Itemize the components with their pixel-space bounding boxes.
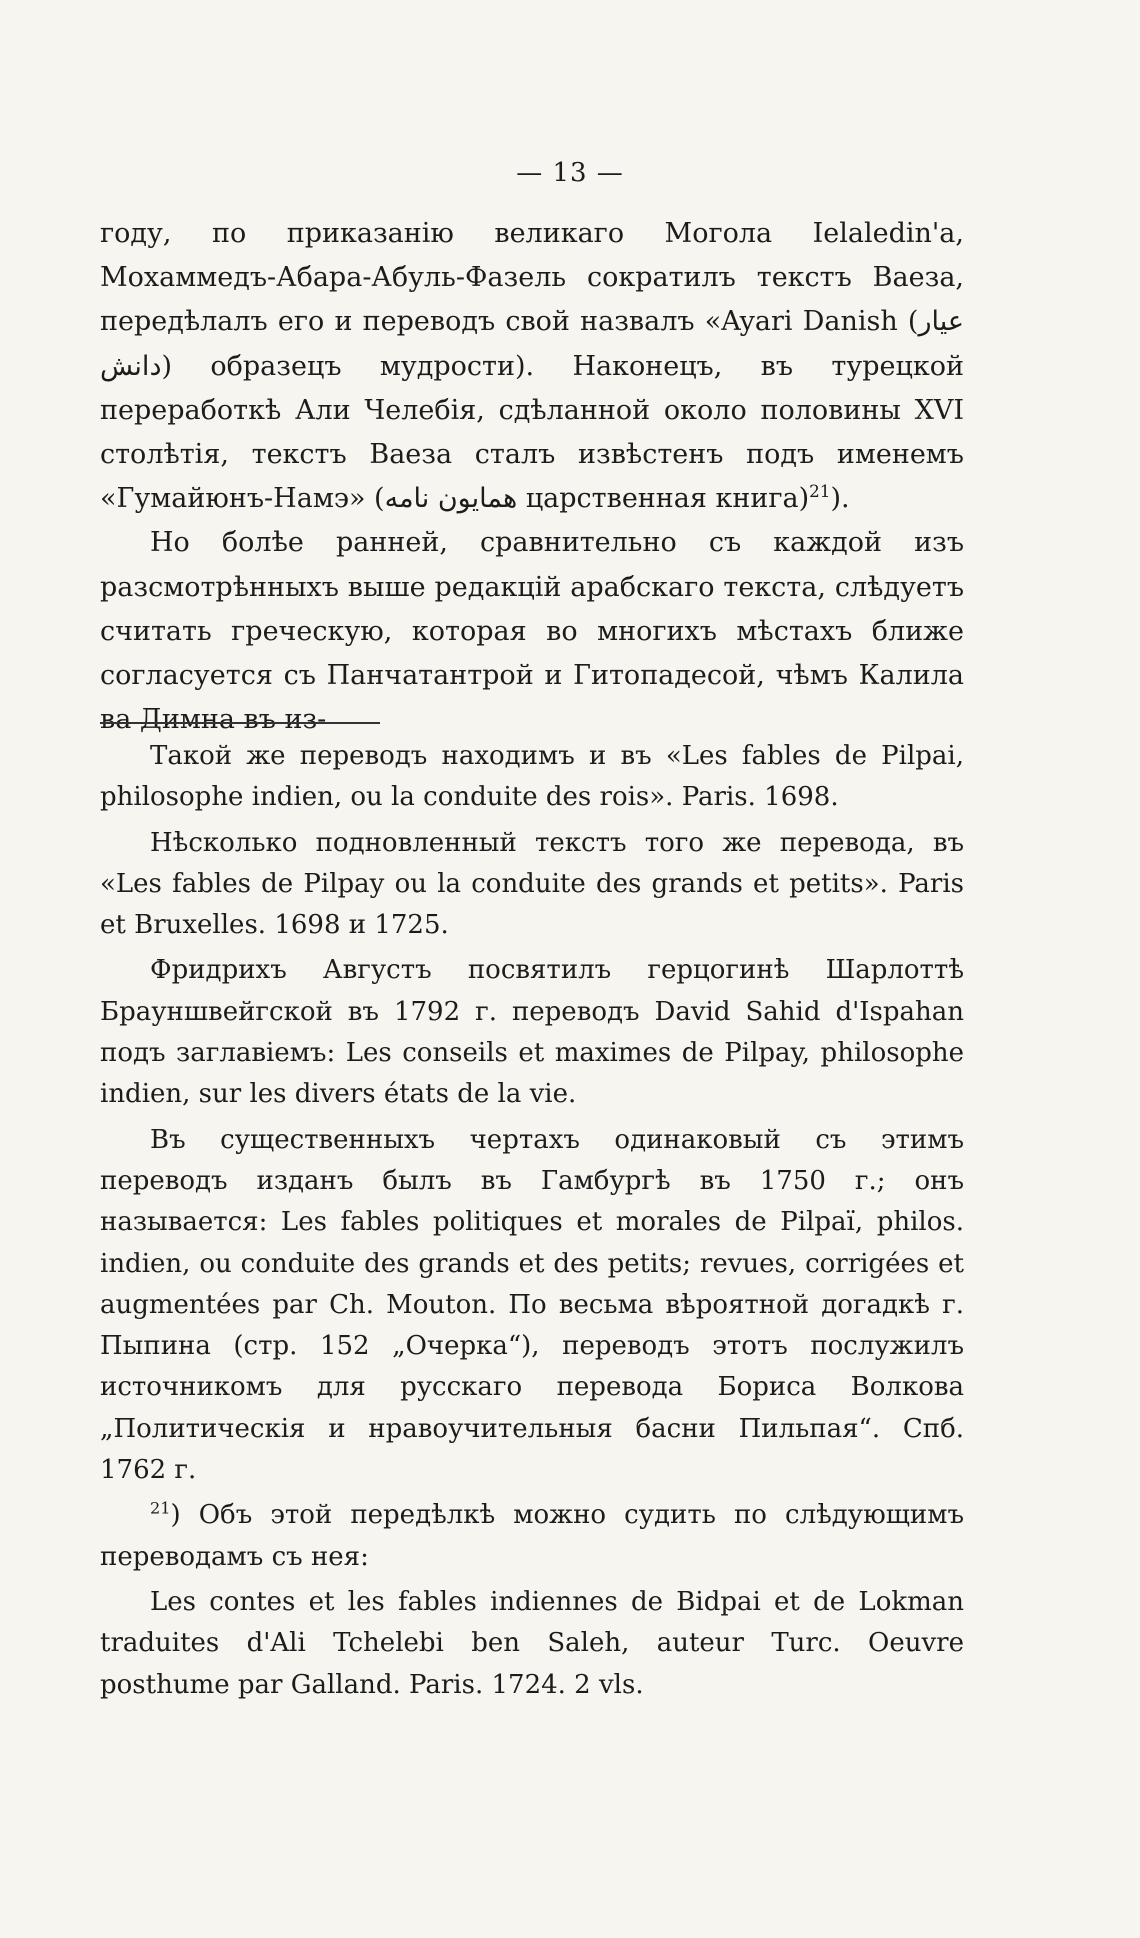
paragraph-1-end: ). [830, 483, 850, 515]
footnote-6: Les contes et les fables indiennes de Bidpai et de Lokman traduites d'Ali Tchelebi ben Saleh, auteur Turc. Oeuvre posthume par Galland. Paris. 1724. 2 vls. [100, 1586, 964, 1700]
arabic-title-ayari-danish: عيار دانش [100, 306, 964, 382]
footnote-2: Нѣсколько подновленный текстъ того же перевода, въ «Les fables de Pilpay ou la conduite des grands et petits». Paris et Bruxelles. 1698 и 1725. [100, 827, 964, 941]
footnote-21-marker: 21 [150, 1498, 171, 1518]
footnote-ref-21: 21 [809, 481, 831, 502]
paragraph-1-part-2: ) образецъ мудрости). Наконецъ, въ турецкой переработкѣ Али Челебія, сдѣланной около половины XVI столѣтія, текстъ Ваеза сталъ извѣстенъ подъ именемъ «Гумайюнъ-Намэ» ( [100, 350, 964, 515]
footnote-21-text: ) Объ этой передѣлкѣ можно судить по слѣдующимъ переводамъ съ нея: [100, 1500, 964, 1572]
paragraph-1-part-3: царственная книга) [517, 483, 810, 515]
footnote-21 [100, 1495, 964, 1578]
arabic-title-humayun-nameh: همايون نامه [384, 483, 518, 515]
footnote-1: Такой же переводъ находимъ и въ «Les fables de Pilpai, philosophe indien, ou la conduite des rois». Paris. 1698. [100, 741, 964, 813]
footnote-3: Фридрихъ Августъ посвятилъ герцогинѣ Шарлоттѣ Брауншвейгской въ 1792 г. переводъ David Sahid d'Ispahan подъ заглавіемъ: Les conseils et maximes de Pilpay, philosophe indien, sur les divers états de la vie. [100, 955, 964, 1110]
footnote-divider [100, 722, 380, 724]
paragraph-2: Но болѣе ранней, сравнительно съ каждой изъ разсмотрѣнныхъ выше редакцій арабскаго текста, слѣдуетъ считать греческую, которая во многихъ мѣстахъ ближе согласуется съ Панчатантрой и Гитопадесой, чѣмъ Калила ва Димна въ из- [100, 527, 964, 736]
main-text [100, 212, 964, 742]
footnotes [100, 736, 964, 1706]
paragraph-1-part-1: году, по приказанію великаго Могола Ielaledin'a, Мохаммедъ-Абара-Абуль-Фазель сократилъ текстъ Ваеза, передѣлалъ его и переводъ свой назвалъ «Ayari Danish ( [100, 218, 964, 338]
page-number: — 13 — [516, 158, 624, 188]
paragraph-1 [100, 212, 964, 521]
footnote-4: Въ существенныхъ чертахъ одинаковый съ этимъ переводъ изданъ былъ въ Гамбургѣ въ 1750 г.; онъ называется: Les fables politiques et morales de Pilpaï, philos. indien, ou conduite des grands et des petits; revues, corrigées et augmentées par Ch. Mouton. По весьма вѣроятной догадкѣ г. Пыпина (стр. 152 „Очерка“), переводъ этотъ послужилъ источникомъ для русскаго перевода Бориса Волкова „Политическія и нравоучительныя басни Пильпая“. Спб. 1762 г. [100, 1124, 964, 1486]
